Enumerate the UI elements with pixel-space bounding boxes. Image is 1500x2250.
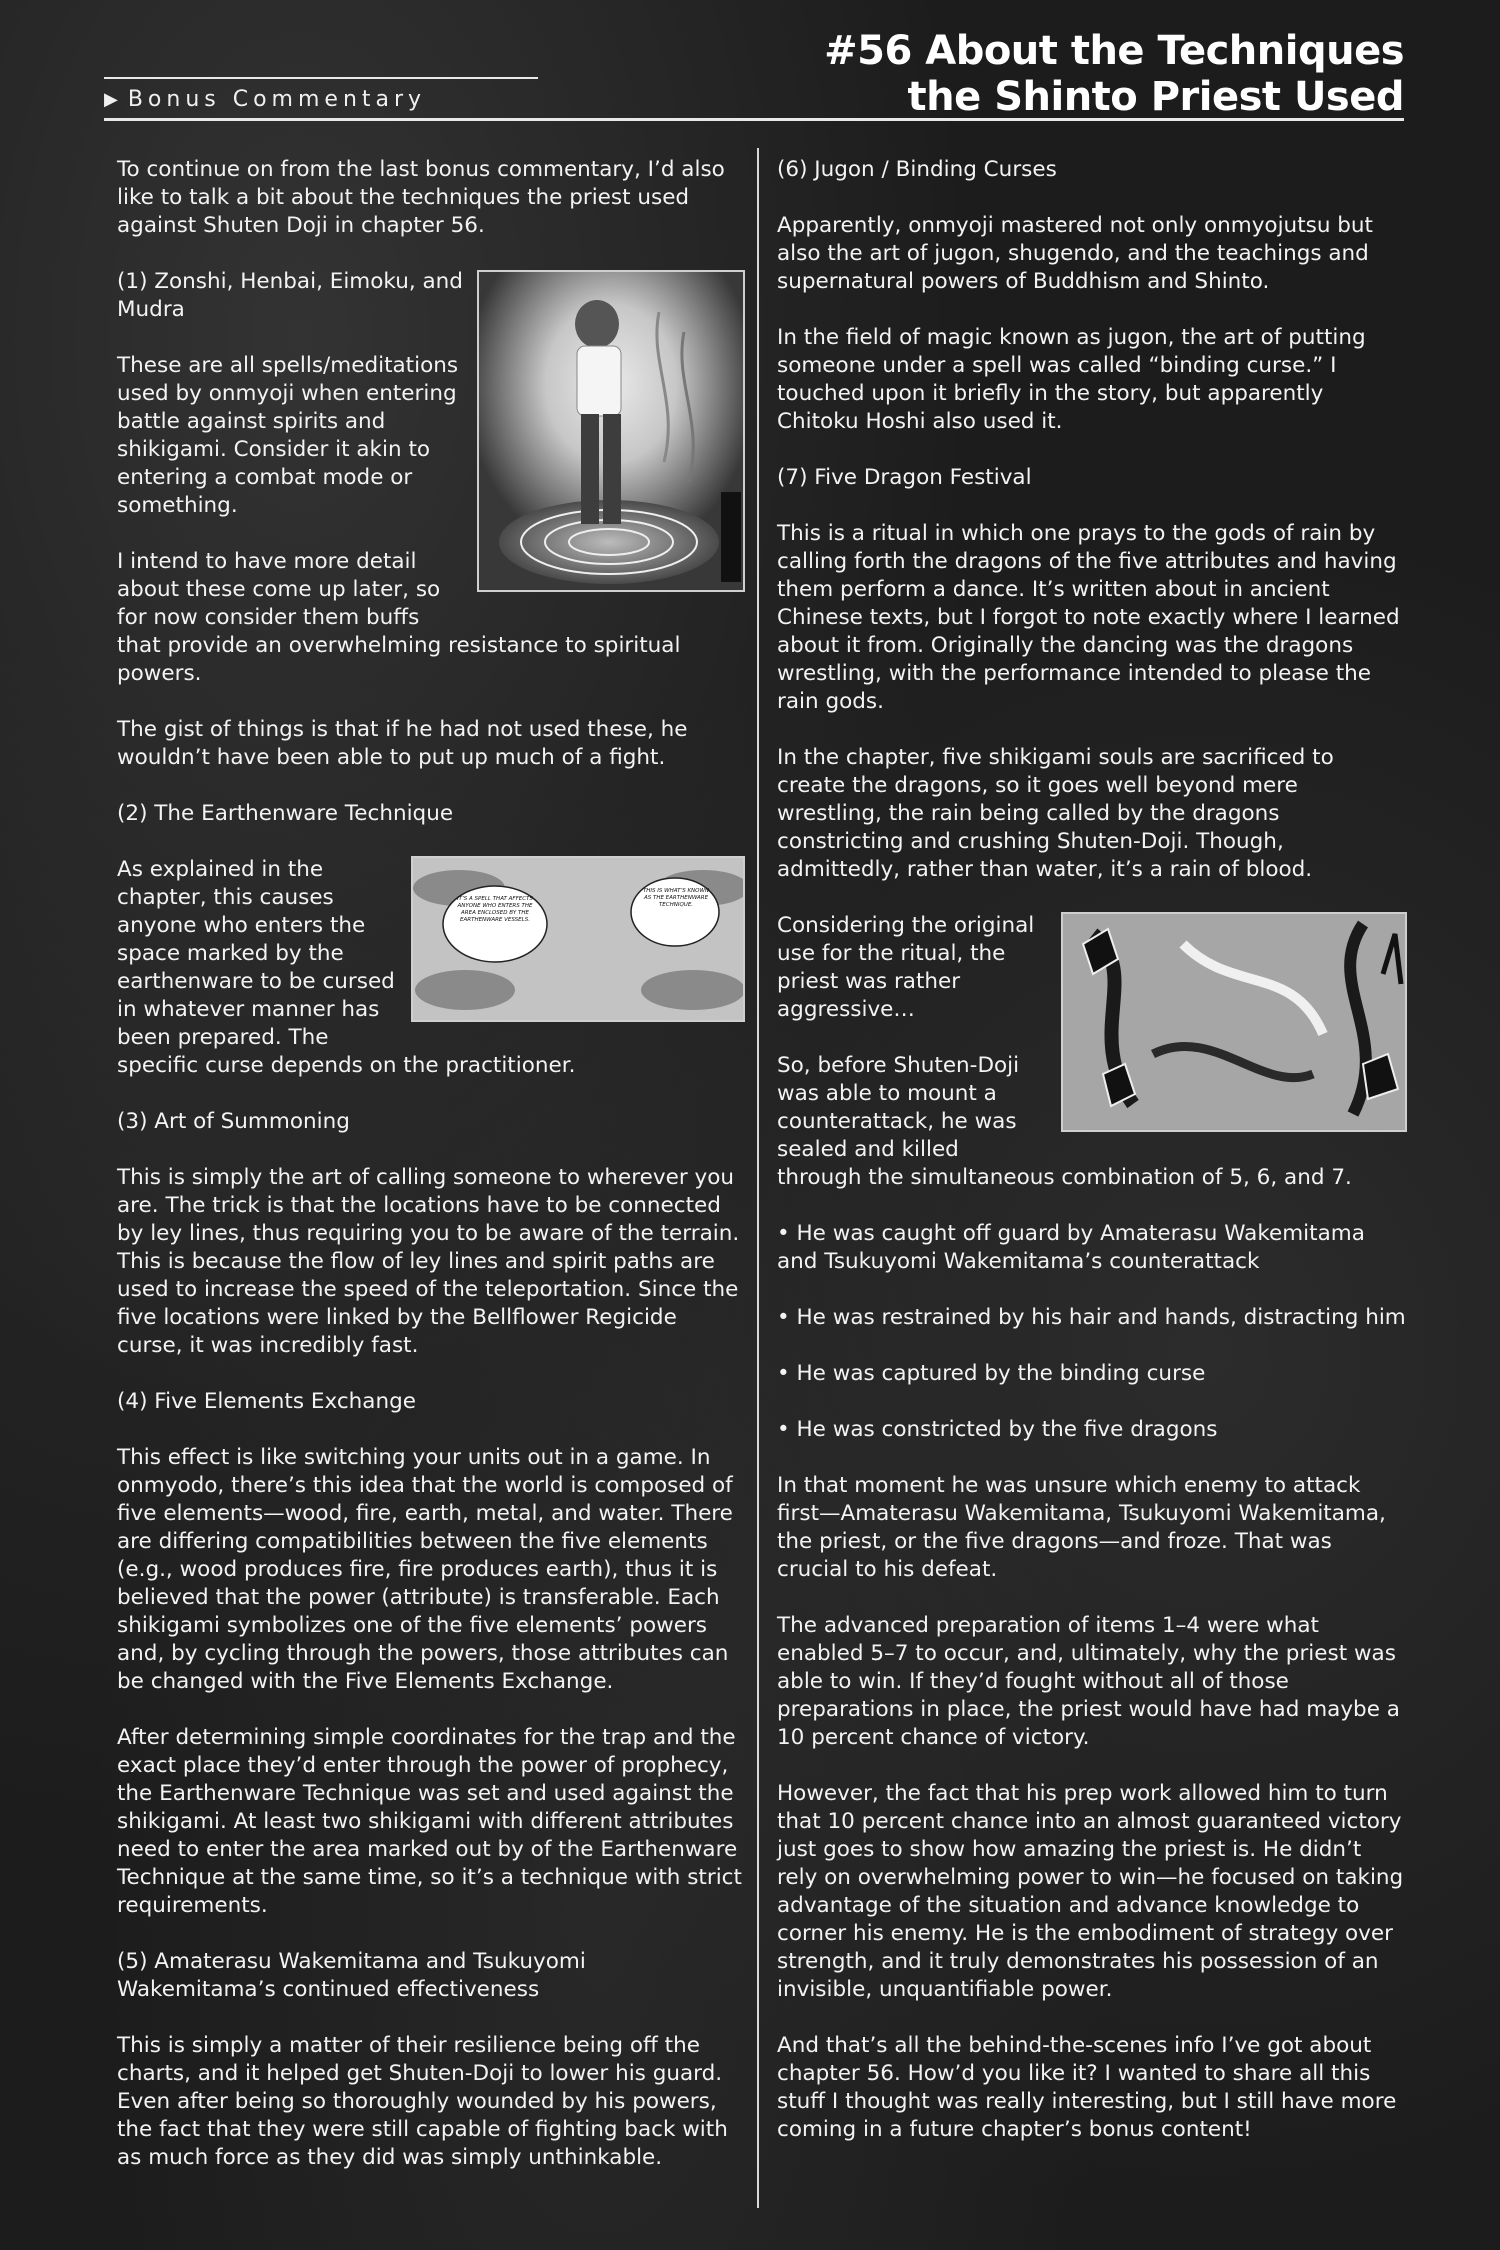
moment-paragraph: In that moment he was unsure which enemy to attack first—Amaterasu Wakemitama, Tsukuyomi Wakemitama, the priest, or the five dragons—and froze. That was crucial to his defeat. xyxy=(777,1473,1386,1582)
however-paragraph: However, the fact that his prep work allowed him to turn that 10 percent chance into an almost guaranteed victory just goes to show how amazing the priest is. He didn’t rely on overwhelming power to win—he focused on taking advantage of the situation and advance knowledge to corner his enemy. He is the embodiment of strategy over strength, and it truly demonstrates his possession of an invisible, unquantifiable power. xyxy=(777,1781,1404,2002)
bonus-commentary-label xyxy=(104,82,538,116)
section-6-heading: (6) Jugon / Binding Curses xyxy=(777,157,1057,182)
section-7-heading: (7) Five Dragon Festival xyxy=(777,465,1032,490)
section-4-heading: (4) Five Elements Exchange xyxy=(117,1389,416,1414)
section-2-heading: (2) The Earthenware Technique xyxy=(117,801,454,826)
five-dragons-illustration xyxy=(1063,914,1405,1130)
section-7-paragraph-1: This is a ritual in which one prays to the gods of rain by calling forth the dragons of the five attributes and having them perform a dance. It’s written about in ancient Chinese texts, but I forgot to note exactly where I learned about it from. Originally the dancing was the dragons wrestling, with the performance intended to please the rain gods. xyxy=(777,521,1400,714)
section-4-paragraph-2: After determining simple coordinates for the trap and the exact place they’d enter through the power of prophecy, the Earthenware Technique was set and used against the shikigami. At least two shikigami with different attributes need to enter the area marked out by of the Earthenware Technique at the same time, so it’s a technique with strict requirements. xyxy=(117,1725,742,1918)
section-1-paragraph-3: The gist of things is that if he had not used these, he wouldn’t have been able to put up much of a fight. xyxy=(117,717,688,770)
speech-bubble-left: IT’S A SPELL THAT AFFECTS ANYONE WHO ENTERS THE AREA ENCLOSED BY THE EARTHENWARE VESSELS. xyxy=(457,896,533,923)
section-6-paragraph-1: Apparently, onmyoji mastered not only onmyojutsu but also the art of jugon, shugendo, and the teachings and supernatural powers of Buddhism and Shinto. xyxy=(777,213,1373,294)
play-triangle-icon: ▶ xyxy=(104,88,118,110)
section-3-heading: (3) Art of Summoning xyxy=(117,1109,350,1134)
bullet-3: • He was captured by the binding curse xyxy=(777,1361,1206,1386)
closing-paragraph: And that’s all the behind-the-scenes info I’ve got about chapter 56. How’d you like it? I wanted to share all this stuff I thought was really interesting, but I still have more coming in a future chapter’s bonus content! xyxy=(777,2033,1397,2142)
section-5-paragraph-1: This is simply a matter of their resilience being off the charts, and it helped get Shuten-Doji to lower his guard. Even after being so thoroughly wounded by his powers, the fact that they were still capable of fighting back with as much force as they did was simply unthinkable. xyxy=(117,2033,728,2170)
bullet-2: • He was restrained by his hair and hands, distracting him xyxy=(777,1305,1406,1330)
page-title xyxy=(704,28,1404,120)
section-1-paragraph-1: These are all spells/meditations used by onmyoji when entering battle against spirits and shikigami. Consider it akin to entering a combat mode or something. xyxy=(117,353,459,518)
bullet-4: • He was constricted by the five dragons xyxy=(777,1417,1218,1442)
manga-panel-priest-aura xyxy=(477,270,745,592)
section-2-paragraph-1: As explained in the chapter, this causes anyone who enters the space marked by the earthenware to be cursed in whatever manner has been prepared. The specific curse depends on the practitioner. xyxy=(117,857,576,1078)
bonus-commentary-text: Bonus Commentary xyxy=(127,86,427,112)
page-title-line-1: #56 About the Techniques xyxy=(824,28,1404,74)
column-divider xyxy=(757,148,759,2208)
section-1-heading: (1) Zonshi, Henbai, Eimoku, and Mudra xyxy=(117,269,463,322)
bullet-1: • He was caught off guard by Amaterasu Wakemitama and Tsukuyomi Wakemitama’s counterattack xyxy=(777,1221,1365,1274)
section-7-paragraph-4: So, before Shuten-Doji was able to mount a counterattack, he was sealed and killed through the simultaneous combination of 5, 6, and 7. xyxy=(777,1053,1352,1190)
left-column xyxy=(117,156,745,2200)
page-title-line-2: the Shinto Priest Used xyxy=(907,74,1404,120)
speech-bubble-right: THIS IS WHAT’S KNOWN AS THE EARTHENWARE TECHNIQUE. xyxy=(642,888,710,908)
manga-panel-five-dragons xyxy=(1061,912,1407,1132)
section-5-heading: (5) Amaterasu Wakemitama and Tsukuyomi Wakemitama’s continued effectiveness xyxy=(117,1949,586,2002)
section-3-paragraph-1: This is simply the art of calling someone to wherever you are. The trick is that the locations have to be connected by ley lines, thus requiring you to be aware of the terrain. This is because the flow of ley lines and spirit paths are used to increase the speed of the teleportation. Since the five locations were linked by the Bellflower Regicide curse, it was incredibly fast. xyxy=(117,1165,740,1358)
priest-aura-illustration xyxy=(479,272,743,590)
intro-paragraph: To continue on from the last bonus commentary, I’d also like to talk a bit about the techniques the priest used against Shuten Doji in chapter 56. xyxy=(117,157,725,238)
header-rule-top xyxy=(104,77,538,79)
section-7-paragraph-2: In the chapter, five shikigami souls are sacrificed to create the dragons, so it goes well beyond mere wrestling, the rain being called by the dragons constricting and crushing Shuten-Doji. Though, admittedly, rather than water, it’s a rain of blood. xyxy=(777,745,1334,882)
earthenware-illustration xyxy=(413,858,743,1020)
section-6-paragraph-2: In the field of magic known as jugon, the art of putting someone under a spell was called “binding curse.” I touched upon it briefly in the story, but apparently Chitoku Hoshi also used it. xyxy=(777,325,1366,434)
section-1-paragraph-2: I intend to have more detail about these come up later, so for now consider them buffs that provide an overwhelming resistance to spiritual powers. xyxy=(117,549,681,686)
right-column xyxy=(777,156,1407,2172)
section-7-paragraph-3: Considering the original use for the ritual, the priest was rather aggressive… xyxy=(777,913,1035,1022)
manga-panel-earthenware xyxy=(411,856,745,1022)
section-4-paragraph-1: This effect is like switching your units out in a game. In onmyodo, there’s this idea that the world is composed of five elements—wood, fire, earth, metal, and water. There are differing compatibilities between the five elements (e.g., wood produces fire, fire produces earth), thus it is believed that the power (attribute) is transferable. Each shikigami symbolizes one of the five elements’ powers and, by cycling through the powers, those attributes can be changed with the Five Elements Exchange. xyxy=(117,1445,733,1694)
preparation-paragraph: The advanced preparation of items 1–4 were what enabled 5–7 to occur, and, ultimately, why the priest was able to win. If they’d fought without all of those preparations in place, the priest would have had maybe a 10 percent chance of victory. xyxy=(777,1613,1400,1750)
